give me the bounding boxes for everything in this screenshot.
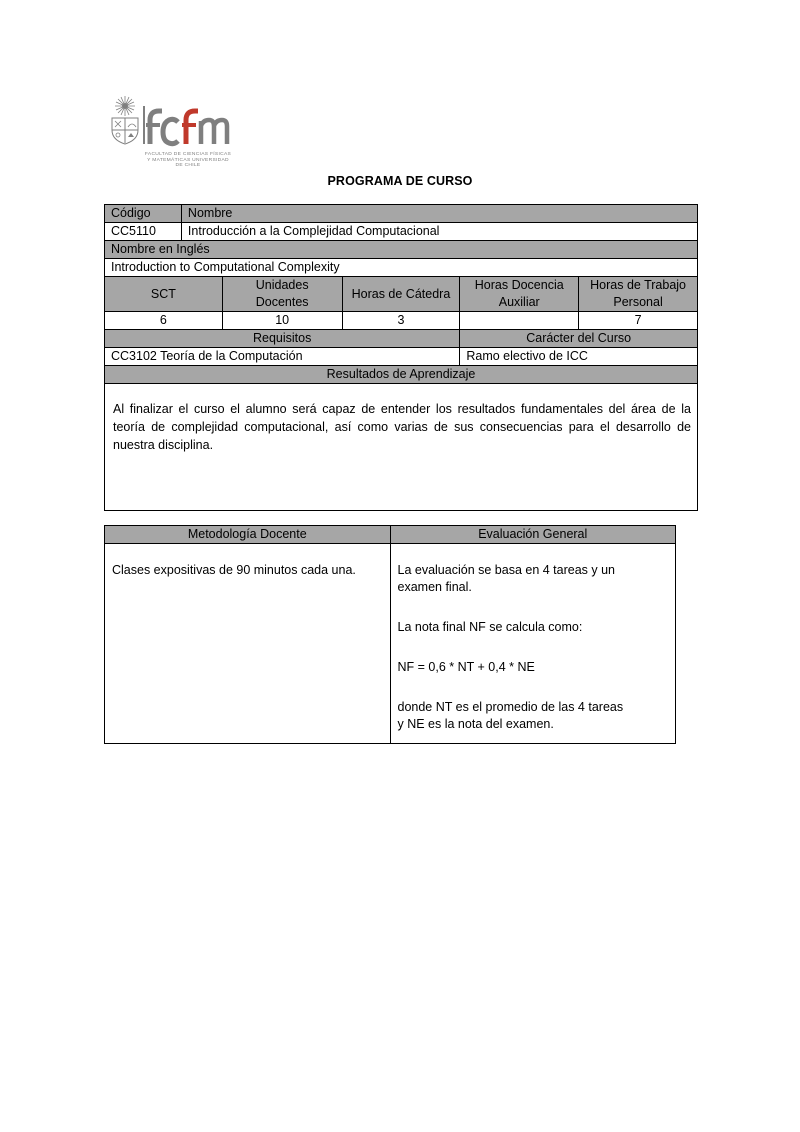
sct-header: SCT bbox=[105, 277, 223, 312]
catedra-header: Horas de Cátedra bbox=[342, 277, 460, 312]
table-row bbox=[105, 526, 676, 544]
table-row bbox=[105, 241, 698, 259]
english-name-header: Nombre en Inglés bbox=[105, 241, 698, 259]
auxiliar-value bbox=[460, 312, 579, 330]
fcfm-subtitle: FACULTAD DE CIENCIAS FÍSICAS Y MATEMÁTICAS UNIVERSIDAD DE CHILE bbox=[144, 152, 232, 169]
page-title: PROGRAMA DE CURSO bbox=[327, 174, 473, 188]
personal-value: 7 bbox=[579, 312, 698, 330]
methodology-table bbox=[104, 525, 676, 744]
fcfm-logo bbox=[108, 94, 238, 174]
table-row bbox=[105, 223, 698, 241]
evaluacion-text bbox=[390, 544, 676, 744]
course-code: CC5110 bbox=[105, 223, 182, 241]
caracter-value: Ramo electivo de ICC bbox=[460, 348, 698, 366]
metodologia-header: Metodología Docente bbox=[105, 526, 391, 544]
evaluacion-paragraph: La evaluación se basa en 4 tareas y un examen final. bbox=[397, 563, 616, 594]
table-row bbox=[105, 277, 698, 312]
table-row bbox=[105, 384, 698, 511]
catedra-value: 3 bbox=[342, 312, 460, 330]
table-row bbox=[105, 330, 698, 348]
sct-value: 6 bbox=[105, 312, 223, 330]
english-name: Introduction to Computational Complexity bbox=[105, 259, 698, 277]
table-row bbox=[105, 205, 698, 223]
requisitos-header: Requisitos bbox=[105, 330, 460, 348]
evaluacion-formula: NF = 0,6 * NT + 0,4 * NE bbox=[397, 660, 535, 674]
requisitos-value: CC3102 Teoría de la Computación bbox=[105, 348, 460, 366]
table-row bbox=[105, 544, 676, 744]
table-row bbox=[105, 312, 698, 330]
resultados-text: Al finalizar el curso el alumno será capaz de entender los resultados fundamentales del área de la teoría de complejidad computacional, así como varias de sus consecuencias para el desarrollo de nuestra disciplina. bbox=[105, 384, 698, 511]
table-row bbox=[105, 259, 698, 277]
table-row bbox=[105, 366, 698, 384]
metodologia-text: Clases expositivas de 90 minutos cada una. bbox=[105, 544, 391, 744]
name-header: Nombre bbox=[181, 205, 697, 223]
unidades-value: 10 bbox=[222, 312, 342, 330]
evaluacion-paragraph: La nota final NF se calcula como: bbox=[397, 620, 583, 634]
unidades-header: Unidades Docentes bbox=[222, 277, 342, 312]
evaluacion-paragraph: donde NT es el promedio de las 4 tareas y NE es la nota del examen. bbox=[397, 700, 624, 731]
table-row bbox=[105, 348, 698, 366]
evaluacion-header: Evaluación General bbox=[390, 526, 676, 544]
auxiliar-header: Horas Docencia Auxiliar bbox=[460, 277, 579, 312]
resultados-header: Resultados de Aprendizaje bbox=[105, 366, 698, 384]
course-info-table bbox=[104, 204, 698, 511]
code-header: Código bbox=[105, 205, 182, 223]
course-name: Introducción a la Complejidad Computacional bbox=[181, 223, 697, 241]
personal-header: Horas de Trabajo Personal bbox=[579, 277, 698, 312]
caracter-header: Carácter del Curso bbox=[460, 330, 698, 348]
